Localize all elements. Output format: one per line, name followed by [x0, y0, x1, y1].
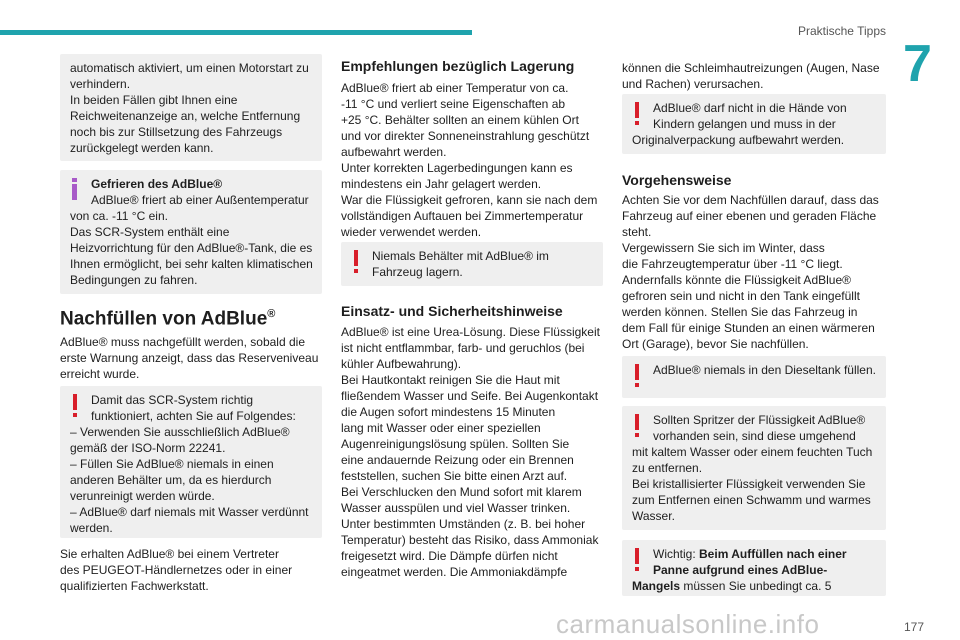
- intro-paragraph: AdBlue® muss nachgefüllt werden, sobald die erste Warnung anzeigt, dass das Reserveniveau erreicht wurde.: [60, 335, 319, 381]
- warning-lead: Damit das SCR-System richtig funktioniert, achten Sie auf Folgendes:: [91, 393, 296, 423]
- watermark: carmanualsonline.info: [556, 609, 820, 639]
- warning-text: AdBlue® niemals in den Dieseltank füllen.: [653, 363, 876, 377]
- warning-lead: Sollten Spritzer der Flüssigkeit AdBlue® vorhanden sein, sind diese umgehend: [653, 413, 866, 443]
- info-box-freezing: [60, 170, 322, 294]
- section-heading: Nachfüllen von AdBlue®: [60, 308, 276, 330]
- warning-icon: [631, 414, 643, 438]
- warning-box-scr: [60, 386, 322, 538]
- warning-lead: AdBlue® darf nicht in die Hände von Kindern gelangen und muss in der: [653, 101, 847, 131]
- storage-heading: Empfehlungen bezüglich Lagerung: [341, 58, 575, 74]
- info-text: von ca. -11 °C ein. Das SCR-System enthält eine Heizvorrichtung für den AdBlue®-Tank, die es Ihnen ermöglicht, bei sehr kalten klimatischen Bedingungen zu fahren.: [70, 209, 313, 287]
- safety-heading: Einsatz- und Sicherheitshinweise: [341, 303, 563, 319]
- safety-paragraph: AdBlue® ist eine Urea-Lösung. Diese Flüssigkeit ist nicht entflammbar, farb- und geruchlos (bei kühler Aufbewahrung). Bei Hautkontakt reinigen Sie die Haut mit fließendem Wasser und Seife. Bei Augenkontakt die Augen sofort mindestens 15 Minuten lang mit Wasser oder einer speziellen Augenreinigungslösung spülen. Sollten Sie eine andauernde Reizung oder ein Brennen feststellen, suchen Sie bitte einen Arzt auf. Bei Verschlucken den Mund sofort mit klarem Wasser ausspülen und viel Wasser trinken. Unter bestimmten Umständen (z. B. bei hoher Temperatur) besteht das Risiko, dass Ammoniak freigesetzt wird. Die Dämpfe dürfen nicht eingeatmet werden. Die Ammoniakdämpfe: [341, 325, 600, 579]
- chapter-number: 7: [903, 35, 932, 93]
- warning-box-storage: [341, 242, 603, 286]
- warning-list: – Verwenden Sie ausschließlich AdBlue® gemäß der ISO-Norm 22241. – Füllen Sie AdBlue® niemals in einen anderen Behälter um, da es hierdurch verunreinigt werden würde. – AdBlue® darf niemals mit Wasser verdünnt werden.: [70, 425, 309, 535]
- storage-paragraph: AdBlue® friert ab einer Temperatur von ca. -11 °C und verliert seine Eigenschaften ab +25 °C. Behälter sollten an einem kühlen Ort und vor direkter Sonneneinstrahlung geschützt aufbewahrt werden. Unter korrekten Lagerbedingungen kann es mindestens ein Jahr gelagert werden. War die Flüssigkeit gefroren, kann sie nach dem vollständigen Auftauen bei Zimmertemperatur wieder verwendet werden.: [341, 81, 598, 239]
- procedure-heading: Vorgehensweise: [622, 172, 732, 188]
- section-title: Praktische Tipps: [797, 24, 886, 38]
- note-box-continuation: [60, 54, 322, 161]
- info-icon: [69, 178, 81, 202]
- warning-text: Originalverpackung aufbewahrt werden.: [632, 133, 845, 147]
- warning-box-splashes: [622, 406, 886, 530]
- warning-text: mit kaltem Wasser oder einem feuchten Tuch zu entfernen. Bei kristallisierter Flüssigkeit verwenden Sie zum Entfernen einen Schwamm und warmes Wasser.: [632, 445, 873, 523]
- procedure-paragraph: Achten Sie vor dem Nachfüllen darauf, dass das Fahrzeug auf einer ebenen und geraden Fläche steht. Vergewissern Sie sich im Winter, dass die Fahrzeugtemperatur über -11 °C liegt. Andernfalls könnte die Flüssigkeit AdBlue® gefroren sein und nicht in den Tank eingefüllt werden können. Stellen Sie das Fahrzeug in dem Fall für einige Stunden an einen wärmeren Ort (Garage), bevor Sie nachfüllen.: [622, 193, 879, 351]
- warning-text: Mangels müssen Sie unbedingt ca. 5: [632, 579, 832, 593]
- warning-icon: [69, 394, 81, 418]
- warning-icon: [631, 102, 643, 126]
- continued-paragraph: können die Schleimhautreizungen (Augen, Nase und Rachen) verursachen.: [622, 61, 880, 91]
- info-title: Gefrieren des AdBlue®: [91, 177, 223, 191]
- info-lead: AdBlue® friert ab einer Außentemperatur: [91, 193, 309, 207]
- warning-lead: Wichtig: Beim Auffüllen nach einer Panne aufgrund eines AdBlue-: [653, 547, 847, 577]
- warning-box-dieseltank: [622, 356, 886, 398]
- warning-icon: [631, 548, 643, 572]
- warning-icon: [631, 364, 643, 388]
- outro-paragraph: Sie erhalten AdBlue® bei einem Vertreter des PEUGEOT-Händlernetzes oder in einer qualifizierten Fachwerkstatt.: [60, 547, 293, 593]
- header-accent-bar: [0, 30, 472, 35]
- warning-text: Niemals Behälter mit AdBlue® im Fahrzeug lagern.: [372, 249, 549, 279]
- warning-box-children: [622, 94, 886, 154]
- note-text: automatisch aktiviert, um einen Motorstart zu verhindern. In beiden Fällen gibt Ihnen eine Reichweitenanzeige an, welche Entfernung noch bis zur Stillsetzung des Fahrzeugs zurückgelegt werden kann.: [70, 61, 309, 155]
- warning-box-refill: [622, 540, 886, 596]
- warning-icon: [350, 250, 362, 274]
- page-number: 177: [904, 620, 925, 634]
